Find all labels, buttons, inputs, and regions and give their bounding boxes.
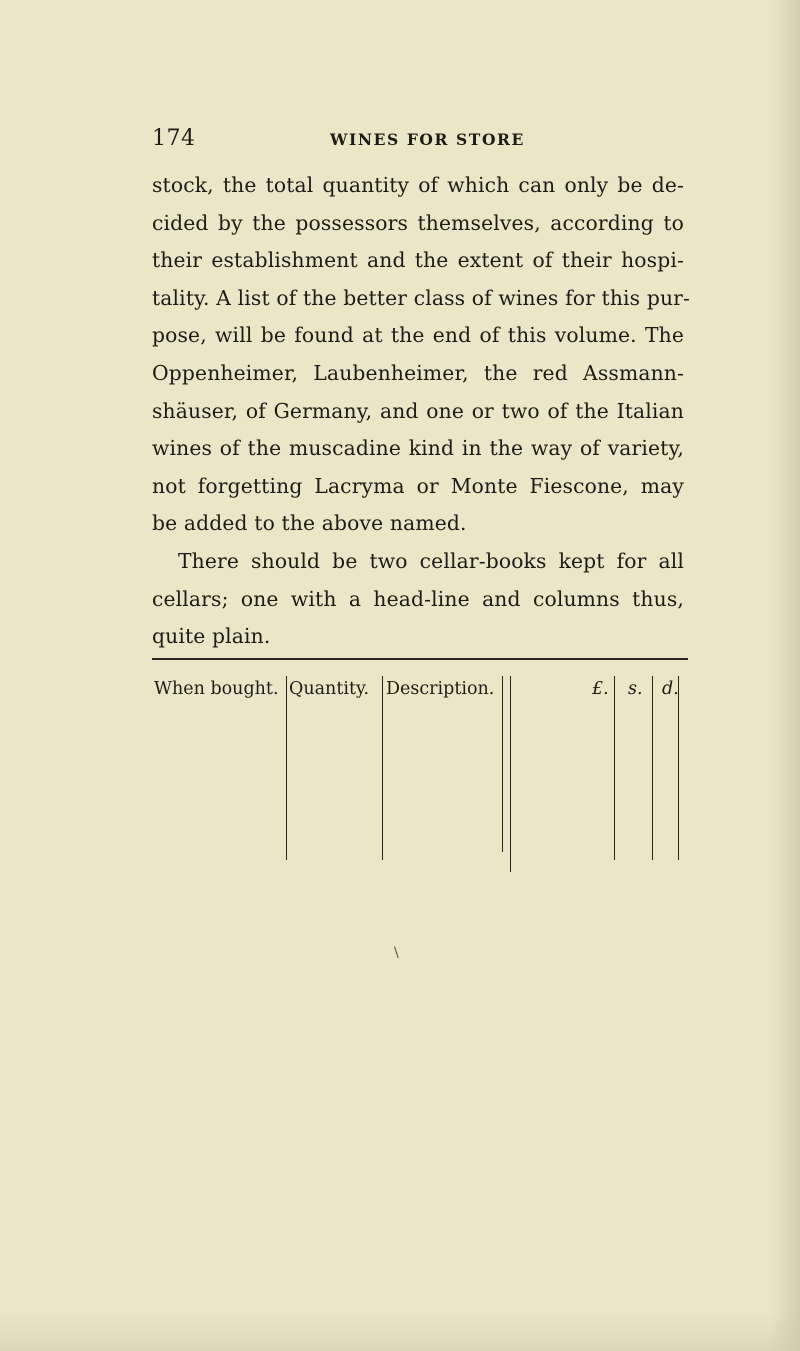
column-shillings: s. [628, 679, 643, 699]
text-line: their establishment and the extent of their hospi- [152, 248, 684, 273]
stray-ink-mark: \ [394, 945, 399, 961]
column-divider [502, 676, 503, 852]
column-divider [678, 676, 679, 860]
text-line: cided by the possessors themselves, according to [152, 210, 684, 235]
column-when-bought: When bought. [154, 679, 279, 699]
text-line: shäuser, of Germany, and one or two of the Italian [152, 398, 684, 423]
paper-edge-shading [770, 0, 800, 1351]
column-quantity: Quantity. [289, 679, 370, 699]
text-line: pose, will be found at the end of this volume. The [152, 323, 684, 348]
text-line: be added to the above named. [152, 511, 467, 536]
body-text [152, 167, 691, 656]
column-divider [614, 676, 615, 860]
running-head [152, 126, 692, 166]
running-head-title: WINES FOR STORE [330, 130, 525, 149]
column-pounds: £. [592, 679, 609, 699]
paper-bottom-shading [0, 1311, 800, 1351]
text-line: not forgetting Lacryma or Monte Fiescone, may [152, 473, 684, 498]
ledger-top-rule [152, 658, 688, 660]
text-line: cellars; one with a head-line and columns thus, [152, 586, 684, 611]
column-divider [652, 676, 653, 860]
text-line: There should be two cellar-books kept for all [178, 548, 684, 573]
page-number: 174 [152, 126, 196, 151]
text-line: wines of the muscadine kind in the way of variety, [152, 436, 684, 461]
column-description: Description. [386, 679, 495, 699]
column-divider [510, 676, 511, 872]
column-divider [382, 676, 383, 860]
text-line: stock, the total quantity of which can only be de- [152, 173, 684, 197]
text-line: quite plain. [152, 624, 271, 649]
column-pence: d. [662, 679, 679, 699]
text-line: tality. A list of the better class of wines for this pur- [152, 285, 691, 310]
cellar-book-ledger [152, 658, 688, 860]
text-line: Oppenheimer, Laubenheimer, the red Assmann- [152, 360, 684, 385]
column-divider [286, 676, 287, 860]
